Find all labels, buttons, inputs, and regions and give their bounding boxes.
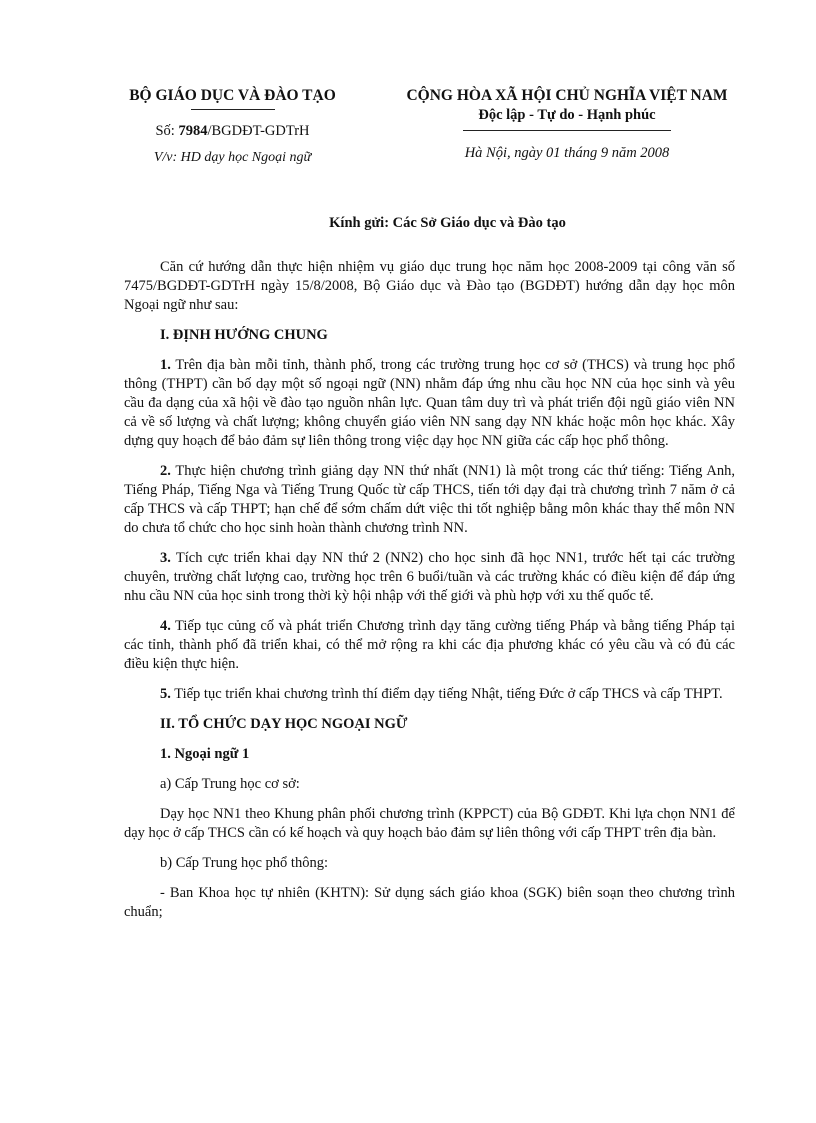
agency-underline <box>191 109 275 110</box>
point-a-text: Dạy học NN1 theo Khung phân phối chương trình (KPPCT) của Bộ GDĐT. Khi lựa chọn NN1 để dạy học ở cấp THCS cần có kế hoạch và quy hoạch bảo đảm sự liên thông với cấp THPT trên địa bàn. <box>124 806 735 841</box>
section-1-item <box>124 462 735 538</box>
section-2-title: II. TỔ CHỨC DẠY HỌC NGOẠI NGỮ <box>160 716 408 732</box>
item-text: Tích cực triển khai dạy NN thứ 2 (NN2) cho học sinh đã học NN1, trước hết tại các trường chuyên, trường chất lượng cao, trường học trên 6 buổi/tuần và các trường khác có điều kiện để đáp ứng nhu cầu NN của học sinh trong thời kỳ hội nhập với thế giới và phù hợp với xu thế quốc tế. <box>124 550 735 604</box>
issuing-agency: BỘ GIÁO DỤC VÀ ĐÀO TẠO <box>129 87 336 104</box>
item-text: Tiếp tục củng cố và phát triển Chương trình dạy tăng cường tiếng Pháp và bằng tiếng Pháp tại các tỉnh, thành phố đã triển khai, có thể mở rộng ra khi các địa phương khác có yêu cầu và có đủ các điều kiện thực hiện. <box>124 618 735 672</box>
document-body <box>124 214 735 933</box>
header-right <box>388 86 746 162</box>
item-number: 2. <box>160 463 171 479</box>
point-a-label: a) Cấp Trung học cơ sở: <box>160 776 300 792</box>
item-text: Thực hiện chương trình giảng dạy NN thứ nhất (NN1) là một trong các thứ tiếng: Tiếng Anh, Tiếng Pháp, Tiếng Nga và Tiếng Trung Quốc từ cấp THCS, tiến tới dạy đại trà chương trình 7 năm ở cả cấp THCS và cấp THPT; hạn chế để sớm chấm dứt việc thi tốt nghiệp bằng môn khác thay thế môn NN do chưa tổ chức cho học sinh hoàn thành chương trình NN. <box>124 463 735 536</box>
header-left <box>110 86 355 166</box>
doc-no-prefix: Số: <box>155 123 179 139</box>
intro-paragraph: Căn cứ hướng dẫn thực hiện nhiệm vụ giáo dục trung học năm học 2008-2009 tại công văn số 7475/BGDĐT-GDTrH ngày 15/8/2008, Bộ Giáo dục và Đào tạo (BGDĐT) hướng dẫn dạy học môn Ngoại ngữ như sau: <box>124 259 735 313</box>
motto-underline <box>463 130 671 131</box>
section-1-title: I. ĐỊNH HƯỚNG CHUNG <box>160 327 328 343</box>
point-b-label: b) Cấp Trung học phổ thông: <box>160 855 328 871</box>
item-number: 3. <box>160 550 171 566</box>
doc-no-number: 7984 <box>178 123 208 139</box>
section-1-item <box>124 617 735 674</box>
item-number: 1. <box>160 357 171 373</box>
item-text: Tiếp tục triển khai chương trình thí điểm dạy tiếng Nhật, tiếng Đức ở cấp THCS và cấp THPT. <box>170 686 723 702</box>
document-number <box>110 123 355 140</box>
section-1-item <box>124 356 735 451</box>
subsection-foreign-language-1: 1. Ngoại ngữ 1 <box>160 746 250 762</box>
item-number: 5. <box>160 686 171 702</box>
item-text: Trên địa bàn mỗi tỉnh, thành phố, trong các trường trung học cơ sở (THCS) và trung học phổ thông (THPT) cần bố dạy một số ngoại ngữ (NN) nhằm đáp ứng nhu cầu học NN của học sinh và yêu cầu đa dạng của xã hội về đào tạo nguồn nhân lực. Quan tâm duy trì và phát triển đội ngũ giáo viên NN cả về số lượng và chất lượng; không chuyển giáo viên NN sang dạy NN khác hoặc môn học khác. Xây dựng quy hoạch để bảo đảm sự liên thông trong việc dạy học NN giữa các cấp học phổ thông. <box>124 357 735 449</box>
salutation: Kính gửi: Các Sở Giáo dục và Đào tạo <box>329 215 566 231</box>
national-motto: Độc lập - Tự do - Hạnh phúc <box>478 107 656 123</box>
document-subject: V/v: HD dạy học Ngoại ngữ <box>153 150 312 165</box>
place-date: Hà Nội, ngày 01 tháng 9 năm 2008 <box>464 145 670 161</box>
doc-no-suffix: /BGDĐT-GDTrH <box>207 123 310 139</box>
section-1-item <box>124 685 735 704</box>
item-number: 4. <box>160 618 171 634</box>
point-b-text: - Ban Khoa học tự nhiên (KHTN): Sử dụng sách giáo khoa (SGK) biên soạn theo chương trình chuẩn; <box>124 885 735 920</box>
national-title: CỘNG HÒA XÃ HỘI CHỦ NGHĨA VIỆT NAM <box>406 87 728 104</box>
section-1-item <box>124 549 735 606</box>
